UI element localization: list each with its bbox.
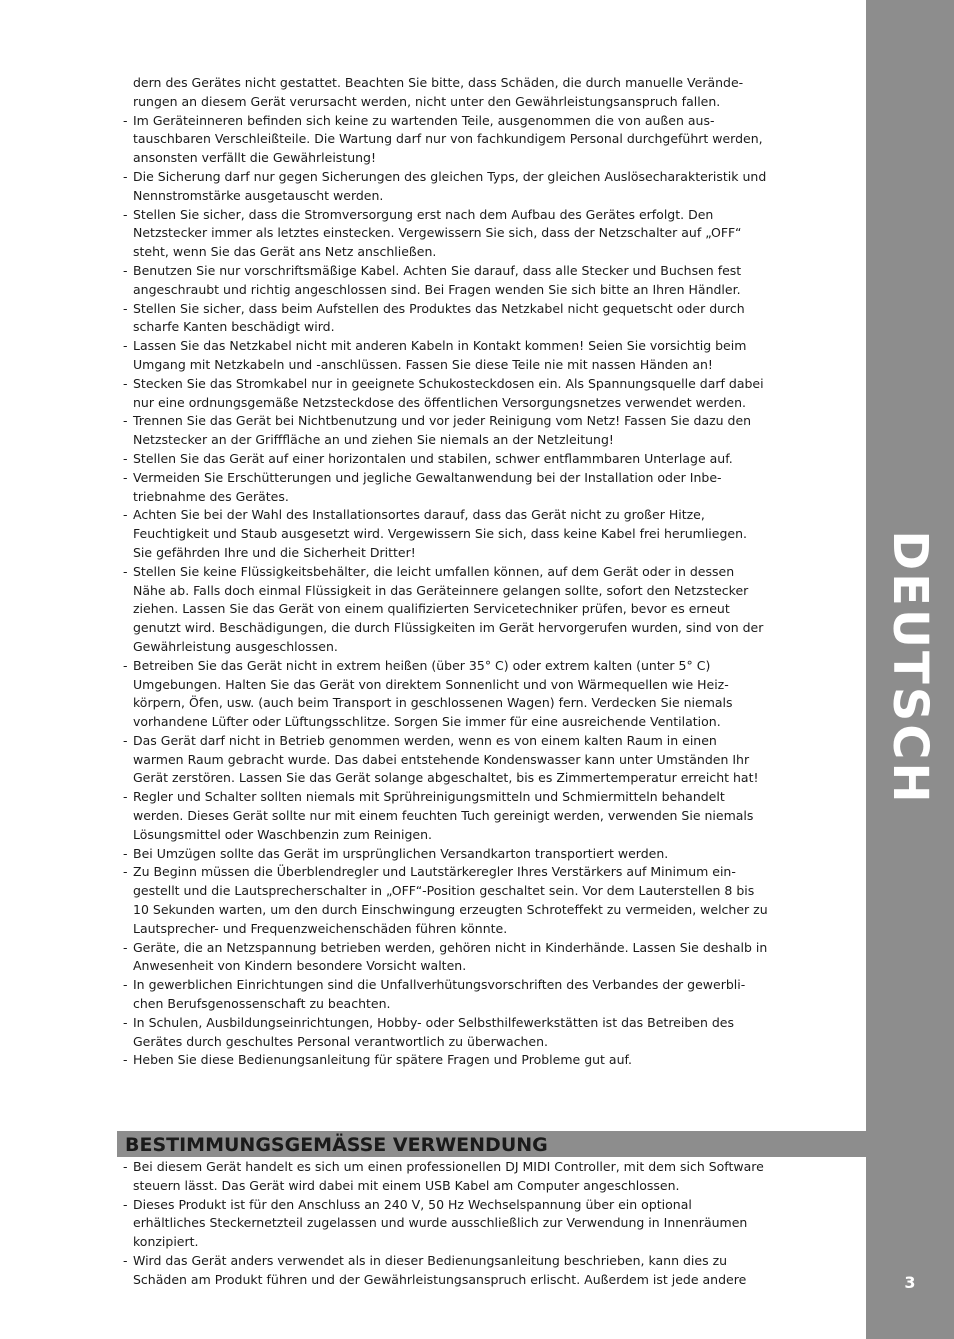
list-item: - Regler und Schalter sollten niemals mit Sprühreinigungsmitteln und Schmiermitteln behandelt werden. Dieses Gerät sollte nur mit einem feuchten Tuch gereinigt werden, verwenden Sie niemals Lösungsmittel oder Waschbenzin zum Reinigen. [120,788,768,844]
safety-instructions-list [120,74,768,1070]
list-item: - Achten Sie bei der Wahl des Installationsortes darauf, dass das Gerät nicht zu großer Hitze, Feuchtigkeit und Staub ausgesetzt wird. Vergewissern Sie sich, dass keine Kabel frei herumliegen. Sie gefährden Ihre und die Sicherheit Dritter! [120,506,768,562]
list-item: - Bei diesem Gerät handelt es sich um einen professionellen DJ MIDI Controller, mit dem sich Software steuern lässt. Das Gerät wird dabei mit einem USB Kabel am Computer angeschlossen. [120,1158,768,1196]
list-item: - Geräte, die an Netzspannung betrieben werden, gehören nicht in Kinderhände. Lassen Sie deshalb in Anwesenheit von Kindern besondere Vorsicht walten. [120,939,768,977]
list-item: - Bei Umzügen sollte das Gerät im ursprünglichen Versandkarton transportiert werden. [120,845,768,864]
list-item: - Stellen Sie sicher, dass die Stromversorgung erst nach dem Aufbau des Gerätes erfolgt. Den Netzstecker immer als letztes einstecken. Vergewissern Sie sich, dass der Netzschalter auf „OFF“ steht, wenn Sie das Gerät ans Netz anschließen. [120,206,768,262]
list-item: - In gewerblichen Einrichtungen sind die Unfallverhütungsvorschriften des Verbandes der gewerblichen Berufsgenossenschaft zu beachten. [120,976,768,1014]
list-item: - In Schulen, Ausbildungseinrichtungen, Hobby- oder Selbsthilfewerkstätten ist das Betreiben des Gerätes durch geschultes Personal verantwortlich zu überwachen. [120,1014,768,1052]
list-item: - Zu Beginn müssen die Überblendregler und Lautstärkeregler Ihres Verstärkers auf Minimum eingestellt und die Lautsprecherschalter in „OFF“-Position geschaltet sein. Vor dem Lauterstellen 8 bis 10 Sekunden warten, um den durch Einschwingung erzeugten Schroteffekt zu vermeiden, welcher zu Lautsprecher- und Frequenzweichenschäden führen könnte. [120,863,768,938]
section-title: BESTIMMUNGSGEMÄSSE VERWENDUNG [125,1134,548,1156]
page-number: 3 [904,1273,916,1292]
list-item: - Im Geräteinneren befinden sich keine zu wartenden Teile, ausgenommen die von außen austauschbaren Verschleißteile. Die Wartung darf nur von fachkundigem Personal durchgeführt werden, ansonsten verfällt die Gewährleistung! [120,112,768,168]
intended-use-list [120,1158,768,1290]
section-header-bar [117,1131,866,1157]
list-item: - Betreiben Sie das Gerät nicht in extrem heißen (über 35° C) oder extrem kalten (unter 5° C) Umgebungen. Halten Sie das Gerät von direktem Sonnenlicht und von Wärmequellen wie Heizkörpern, Öfen, usw. (auch beim Transport in geschlossenen Wagen) fern. Verdecken Sie niemals vorhandene Lüfter oder Lüftungsschlitze. Sorgen Sie immer für eine ausreichende Ventilation. [120,657,768,732]
list-item: - Stecken Sie das Stromkabel nur in geeignete Schukosteckdosen ein. Als Spannungsquelle darf dabei nur eine ordnungsgemäße Netzsteckdose des öffentlichen Versorgungsnetzes verwendet werden. [120,375,768,413]
list-item: - Stellen Sie das Gerät auf einer horizontalen und stabilen, schwer entflammbaren Unterlage auf. [120,450,768,469]
language-label: DEUTSCH [882,530,938,806]
list-item: - Stellen Sie keine Flüssigkeitsbehälter, die leicht umfallen können, auf dem Gerät oder in dessen Nähe ab. Falls doch einmal Flüssigkeit in das Geräteinnere gelangen sollte, sofort den Netzstecker ziehen. Lassen Sie das Gerät von einem qualifizierten Servicetechniker prüfen, bevor es erneut genutzt wird. Beschädigungen, die durch Flüssigkeiten im Gerät hervorgerufen wurden, sind von der Gewährleistung ausgeschlossen. [120,563,768,657]
list-item: - Trennen Sie das Gerät bei Nichtbenutzung und vor jeder Reinigung vom Netz! Fassen Sie dazu den Netzstecker an der Grifffläche an und ziehen Sie niemals an der Netzleitung! [120,412,768,450]
list-item: - Lassen Sie das Netzkabel nicht mit anderen Kabeln in Kontakt kommen! Seien Sie vorsichtig beim Umgang mit Netzkabeln und -anschlüssen. Fassen Sie diese Teile nie mit nassen Händen an! [120,337,768,375]
list-item: - Dieses Produkt ist für den Anschluss an 240 V, 50 Hz Wechselspannung über ein optional erhältliches Steckernetzteil zugelassen und wurde ausschließlich zur Verwendung in Innenräumen konzipiert. [120,1196,768,1252]
list-item: - Vermeiden Sie Erschütterungen und jegliche Gewaltanwendung bei der Installation oder Inbetriebnahme des Gerätes. [120,469,768,507]
list-item: - Die Sicherung darf nur gegen Sicherungen des gleichen Typs, der gleichen Auslösecharakteristik und Nennstromstärke ausgetauscht werden. [120,168,768,206]
list-item: - Benutzen Sie nur vorschriftsmäßige Kabel. Achten Sie darauf, dass alle Stecker und Buchsen fest angeschraubt und richtig angeschlossen sind. Bei Fragen wenden Sie sich bitte an Ihren Händler. [120,262,768,300]
list-item: - Stellen Sie sicher, dass beim Aufstellen des Produktes das Netzkabel nicht gequetscht oder durch scharfe Kanten beschädigt wird. [120,300,768,338]
list-item: - Heben Sie diese Bedienungsanleitung für spätere Fragen und Probleme gut auf. [120,1051,768,1070]
list-item: - Das Gerät darf nicht in Betrieb genommen werden, wenn es von einem kalten Raum in einen warmen Raum gebracht wurde. Das dabei entstehende Kondenswasser kann unter Umständen Ihr Gerät zerstören. Lassen Sie das Gerät solange abgeschaltet, bis es Zimmertemperatur erreicht hat! [120,732,768,788]
list-item: dern des Gerätes nicht gestattet. Beachten Sie bitte, dass Schäden, die durch manuelle Veränderungen an diesem Gerät verursacht werden, nicht unter den Gewährleistungsanspruch fallen. [133,75,744,109]
list-item: - Wird das Gerät anders verwendet als in dieser Bedienungsanleitung beschrieben, kann dies zu Schäden am Produkt führen und der Gewährleistungsanspruch erlischt. Außerdem ist jede andere [120,1252,768,1290]
